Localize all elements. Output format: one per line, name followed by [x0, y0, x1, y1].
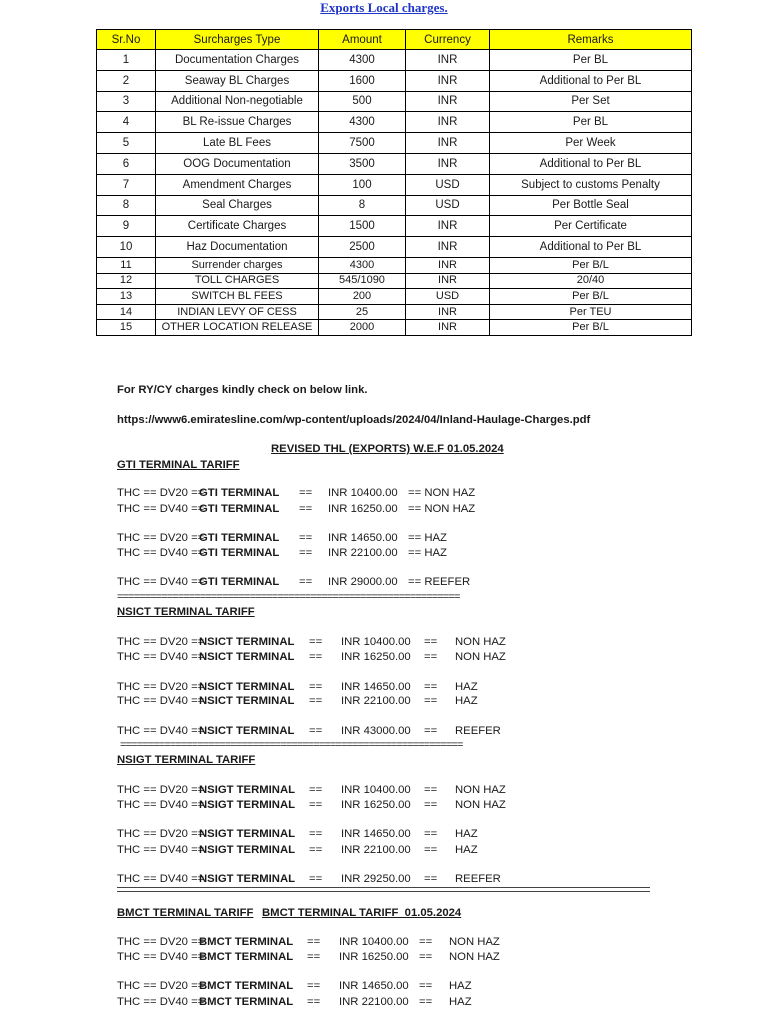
bmct-heading-dated: BMCT TERMINAL TARIFF 01.05.2024 — [262, 907, 462, 919]
cell-remarks: Per Certificate — [490, 216, 692, 237]
terminal-name: BMCT TERMINAL — [199, 996, 294, 1008]
table-row — [97, 216, 692, 237]
cell-surcharge-type: BL Re-issue Charges — [156, 112, 319, 133]
cell-amount: 100 — [319, 174, 406, 195]
thc-prefix: THC == DV40 == — [117, 844, 205, 856]
cargo-type: NON HAZ — [449, 951, 500, 963]
table-row — [97, 70, 692, 91]
cell-amount: 4300 — [319, 112, 406, 133]
cell-amount: 200 — [319, 289, 406, 305]
cell-currency: USD — [406, 174, 490, 195]
amount: INR 22100.00 — [341, 844, 411, 856]
nsigt-heading: NSIGT TERMINAL TARIFF — [117, 754, 256, 766]
amount: INR 22100.00 — [339, 996, 409, 1008]
cell-currency: USD — [406, 195, 490, 216]
cell-currency: INR — [406, 91, 490, 112]
separator-eq: == — [419, 980, 433, 992]
cell-surcharge-type: Documentation Charges — [156, 50, 319, 71]
cell-surcharge-type: Amendment Charges — [156, 174, 319, 195]
cell-surcharge-type: Certificate Charges — [156, 216, 319, 237]
cell-srno: 11 — [97, 257, 156, 273]
separator-eq: == — [309, 636, 323, 648]
cargo-type: == HAZ — [408, 532, 447, 544]
terminal-name: GTI TERMINAL — [199, 547, 280, 559]
cell-surcharge-type: OTHER LOCATION RELEASE — [156, 320, 319, 336]
separator-eq: == — [424, 873, 438, 885]
cell-surcharge-type: TOLL CHARGES — [156, 273, 319, 289]
cell-srno: 5 — [97, 133, 156, 154]
terminal-name: NSIGT TERMINAL — [199, 828, 296, 840]
amount: INR 29250.00 — [341, 873, 411, 885]
cell-currency: INR — [406, 133, 490, 154]
separator-eq: == — [309, 799, 323, 811]
separator-eq: == — [424, 844, 438, 856]
double-rule — [117, 887, 650, 892]
cell-amount: 25 — [319, 304, 406, 320]
thc-prefix: THC == DV20 == — [117, 980, 205, 992]
cell-amount: 1500 — [319, 216, 406, 237]
cell-remarks: Per Week — [490, 133, 692, 154]
terminal-name: NSICT TERMINAL — [199, 695, 295, 707]
cargo-type: HAZ — [449, 996, 472, 1008]
amount: INR 10400.00 — [328, 487, 398, 499]
cell-surcharge-type: OOG Documentation — [156, 153, 319, 174]
amount: INR 14650.00 — [341, 681, 411, 693]
cell-surcharge-type: Late BL Fees — [156, 133, 319, 154]
nsict-heading: NSICT TERMINAL TARIFF — [117, 606, 255, 618]
cargo-type: HAZ — [455, 681, 478, 693]
amount: INR 16250.00 — [341, 651, 411, 663]
separator-eq: == — [307, 980, 321, 992]
cell-currency: INR — [406, 153, 490, 174]
cargo-type: NON HAZ — [455, 784, 506, 796]
thc-prefix: THC == DV40 == — [117, 503, 205, 515]
cell-surcharge-type: Additional Non-negotiable — [156, 91, 319, 112]
terminal-name: NSIGT TERMINAL — [199, 873, 296, 885]
cell-srno: 8 — [97, 195, 156, 216]
separator-eq: == — [299, 576, 313, 588]
cell-srno: 9 — [97, 216, 156, 237]
amount: INR 22100.00 — [341, 695, 411, 707]
table-row — [97, 195, 692, 216]
thc-prefix: THC == DV20 == — [117, 532, 205, 544]
cell-amount: 545/1090 — [319, 273, 406, 289]
terminal-name: NSIGT TERMINAL — [199, 844, 296, 856]
cell-currency: INR — [406, 237, 490, 258]
cell-srno: 15 — [97, 320, 156, 336]
thc-prefix: THC == DV40 == — [117, 576, 205, 588]
cell-surcharge-type: Seaway BL Charges — [156, 70, 319, 91]
cell-remarks: Additional to Per BL — [490, 153, 692, 174]
separator-eq: == — [309, 725, 323, 737]
terminal-name: NSICT TERMINAL — [199, 725, 295, 737]
cell-amount: 2500 — [319, 237, 406, 258]
cargo-type: HAZ — [455, 844, 478, 856]
thc-prefix: THC == DV40 == — [117, 951, 205, 963]
cell-amount: 1600 — [319, 70, 406, 91]
cell-remarks: 20/40 — [490, 273, 692, 289]
cell-currency: INR — [406, 320, 490, 336]
table-row — [97, 153, 692, 174]
table-row — [97, 273, 692, 289]
amount: INR 10400.00 — [341, 636, 411, 648]
thc-prefix: THC == DV40 == — [117, 725, 205, 737]
cell-remarks: Per TEU — [490, 304, 692, 320]
cargo-type: == NON HAZ — [408, 503, 476, 515]
amount: INR 14650.00 — [328, 532, 398, 544]
amount: INR 10400.00 — [339, 936, 409, 948]
separator-eq: == — [309, 695, 323, 707]
amount: INR 16250.00 — [339, 951, 409, 963]
separator-eq: == — [307, 996, 321, 1008]
table-row — [97, 237, 692, 258]
gti-heading: GTI TERMINAL TARIFF — [117, 459, 240, 471]
ry-cy-note: For RY/CY charges kindly check on below link. — [117, 384, 368, 396]
terminal-name: GTI TERMINAL — [199, 532, 280, 544]
cell-remarks: Per Bottle Seal — [490, 195, 692, 216]
table-row — [97, 91, 692, 112]
separator-eq: == — [309, 873, 323, 885]
table-header-row — [97, 30, 692, 50]
amount: INR 29000.00 — [328, 576, 398, 588]
separator-eq: == — [309, 784, 323, 796]
cell-surcharge-type: Haz Documentation — [156, 237, 319, 258]
page-title: Exports Local charges. — [320, 0, 448, 15]
cell-currency: INR — [406, 304, 490, 320]
table-row — [97, 133, 692, 154]
terminal-name: GTI TERMINAL — [199, 576, 280, 588]
cell-remarks: Additional to Per BL — [490, 70, 692, 91]
thc-prefix: THC == DV40 == — [117, 799, 205, 811]
cell-amount: 8 — [319, 195, 406, 216]
cargo-type: == REEFER — [408, 576, 471, 588]
cell-srno: 4 — [97, 112, 156, 133]
separator-gti: ============================================================== — [117, 591, 460, 603]
terminal-name: GTI TERMINAL — [199, 503, 280, 515]
haulage-link[interactable]: https://www6.emiratesline.com/wp-content/uploads/2024/04/Inland-Haulage-Charges.pdf — [117, 414, 591, 426]
cargo-type: REEFER — [455, 725, 501, 737]
terminal-name: BMCT TERMINAL — [199, 936, 294, 948]
separator-eq: == — [309, 844, 323, 856]
terminal-name: NSIGT TERMINAL — [199, 784, 296, 796]
table-row — [97, 174, 692, 195]
thc-prefix: THC == DV20 == — [117, 681, 205, 693]
thc-prefix: THC == DV20 == — [117, 487, 205, 499]
table-row — [97, 112, 692, 133]
header-remarks: Remarks — [490, 30, 692, 50]
cell-srno: 14 — [97, 304, 156, 320]
cell-remarks: Per BL — [490, 112, 692, 133]
bmct-heading: BMCT TERMINAL TARIFF — [117, 907, 254, 919]
separator-eq: == — [309, 651, 323, 663]
cell-srno: 6 — [97, 153, 156, 174]
cell-remarks: Per BL — [490, 50, 692, 71]
cell-srno: 1 — [97, 50, 156, 71]
amount: INR 16250.00 — [341, 799, 411, 811]
cell-srno: 13 — [97, 289, 156, 305]
thc-prefix: THC == DV20 == — [117, 828, 205, 840]
header-currency: Currency — [406, 30, 490, 50]
cell-remarks: Per B/L — [490, 289, 692, 305]
amount: INR 16250.00 — [328, 503, 398, 515]
cell-surcharge-type: INDIAN LEVY OF CESS — [156, 304, 319, 320]
cell-surcharge-type: SWITCH BL FEES — [156, 289, 319, 305]
cell-currency: INR — [406, 273, 490, 289]
cell-srno: 10 — [97, 237, 156, 258]
cell-remarks: Subject to customs Penalty — [490, 174, 692, 195]
thc-prefix: THC == DV20 == — [117, 784, 205, 796]
table-row — [97, 289, 692, 305]
header-srno: Sr.No — [97, 30, 156, 50]
cell-amount: 500 — [319, 91, 406, 112]
cell-remarks: Per B/L — [490, 320, 692, 336]
terminal-name: NSICT TERMINAL — [199, 636, 295, 648]
cell-surcharge-type: Seal Charges — [156, 195, 319, 216]
header-surcharges-type: Surcharges Type — [156, 30, 319, 50]
thc-prefix: THC == DV20 == — [117, 936, 205, 948]
cell-remarks: Per Set — [490, 91, 692, 112]
cell-amount: 7500 — [319, 133, 406, 154]
cell-amount: 4300 — [319, 50, 406, 71]
thc-prefix: THC == DV40 == — [117, 651, 205, 663]
cell-srno: 3 — [97, 91, 156, 112]
cargo-type: REEFER — [455, 873, 501, 885]
cell-currency: INR — [406, 257, 490, 273]
thc-prefix: THC == DV40 == — [117, 996, 205, 1008]
separator-eq: == — [424, 799, 438, 811]
terminal-name: GTI TERMINAL — [199, 487, 280, 499]
separator-nsict: ============================================================== — [120, 739, 463, 751]
terminal-name: NSICT TERMINAL — [199, 651, 295, 663]
revised-heading: REVISED THL (EXPORTS) W.E.F 01.05.2024 — [271, 443, 504, 455]
cell-amount: 2000 — [319, 320, 406, 336]
header-amount: Amount — [319, 30, 406, 50]
separator-eq: == — [424, 651, 438, 663]
separator-eq: == — [419, 951, 433, 963]
table-row — [97, 257, 692, 273]
cell-srno: 2 — [97, 70, 156, 91]
cell-amount: 4300 — [319, 257, 406, 273]
separator-eq: == — [307, 936, 321, 948]
cargo-type: == HAZ — [408, 547, 447, 559]
thc-prefix: THC == DV20 == — [117, 636, 205, 648]
cargo-type: NON HAZ — [455, 636, 506, 648]
local-charges-table — [96, 29, 692, 336]
table-row — [97, 304, 692, 320]
cell-currency: INR — [406, 70, 490, 91]
thc-prefix: THC == DV40 == — [117, 695, 205, 707]
cargo-type: HAZ — [455, 828, 478, 840]
amount: INR 10400.00 — [341, 784, 411, 796]
cell-srno: 12 — [97, 273, 156, 289]
cell-currency: INR — [406, 112, 490, 133]
table-row — [97, 320, 692, 336]
amount: INR 22100.00 — [328, 547, 398, 559]
thc-prefix: THC == DV40 == — [117, 547, 205, 559]
cell-remarks: Additional to Per BL — [490, 237, 692, 258]
amount: INR 14650.00 — [339, 980, 409, 992]
terminal-name: BMCT TERMINAL — [199, 951, 294, 963]
separator-eq: == — [299, 503, 313, 515]
cargo-type: NON HAZ — [449, 936, 500, 948]
terminal-name: NSIGT TERMINAL — [199, 799, 296, 811]
separator-eq: == — [309, 828, 323, 840]
table-row — [97, 50, 692, 71]
cargo-type: == NON HAZ — [408, 487, 476, 499]
separator-eq: == — [424, 784, 438, 796]
cargo-type: HAZ — [449, 980, 472, 992]
cell-amount: 3500 — [319, 153, 406, 174]
terminal-name: BMCT TERMINAL — [199, 980, 294, 992]
thc-prefix: THC == DV40 == — [117, 873, 205, 885]
amount: INR 14650.00 — [341, 828, 411, 840]
cell-currency: USD — [406, 289, 490, 305]
cell-currency: INR — [406, 50, 490, 71]
separator-eq: == — [424, 681, 438, 693]
cell-currency: INR — [406, 216, 490, 237]
separator-eq: == — [299, 547, 313, 559]
cell-surcharge-type: Surrender charges — [156, 257, 319, 273]
separator-eq: == — [424, 725, 438, 737]
terminal-name: NSICT TERMINAL — [199, 681, 295, 693]
separator-eq: == — [424, 636, 438, 648]
amount: INR 43000.00 — [341, 725, 411, 737]
cargo-type: HAZ — [455, 695, 478, 707]
separator-eq: == — [424, 828, 438, 840]
separator-eq: == — [309, 681, 323, 693]
cell-srno: 7 — [97, 174, 156, 195]
cargo-type: NON HAZ — [455, 799, 506, 811]
separator-eq: == — [307, 951, 321, 963]
separator-eq: == — [419, 996, 433, 1008]
separator-eq: == — [299, 532, 313, 544]
cargo-type: NON HAZ — [455, 651, 506, 663]
separator-eq: == — [419, 936, 433, 948]
cell-remarks: Per B/L — [490, 257, 692, 273]
separator-eq: == — [299, 487, 313, 499]
separator-eq: == — [424, 695, 438, 707]
